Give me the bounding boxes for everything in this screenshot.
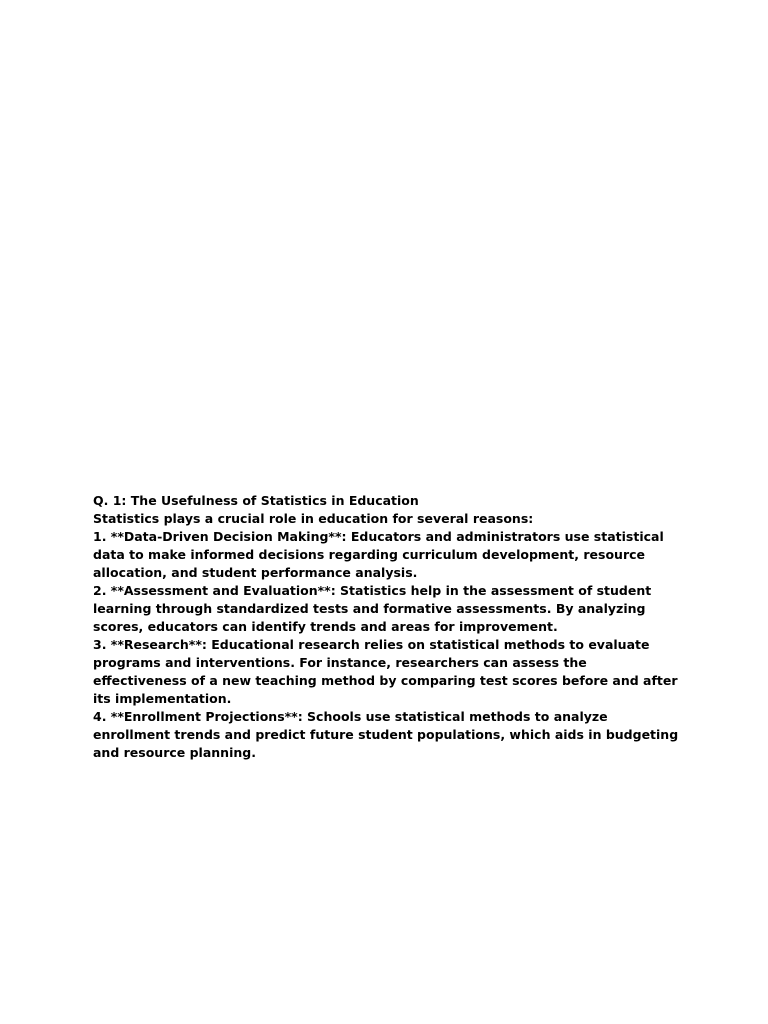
list-item-research: 3. **Research**: Educational research relies on statistical methods to evaluate programs and interventions. For instance, researchers can assess the effectiveness of a new teaching method by comparing test scores before and after its implementation. — [93, 637, 678, 706]
list-item-assessment-and-evaluation: 2. **Assessment and Evaluation**: Statistics help in the assessment of student learning through standardized tests and formative assessments. By analyzing scores, educators can identify trends and areas for improvement. — [93, 583, 652, 634]
question-heading: Q. 1: The Usefulness of Statistics in Education — [93, 493, 419, 508]
intro-paragraph: Statistics plays a crucial role in education for several reasons: — [93, 511, 534, 526]
document-body — [93, 492, 683, 762]
list-item-data-driven-decision-making: 1. **Data-Driven Decision Making**: Educators and administrators use statistical data to make informed decisions regarding curriculum development, resource allocation, and student performance analysis. — [93, 529, 664, 580]
list-item-enrollment-projections: 4. **Enrollment Projections**: Schools use statistical methods to analyze enrollment trends and predict future student populations, which aids in budgeting and resource planning. — [93, 709, 679, 760]
